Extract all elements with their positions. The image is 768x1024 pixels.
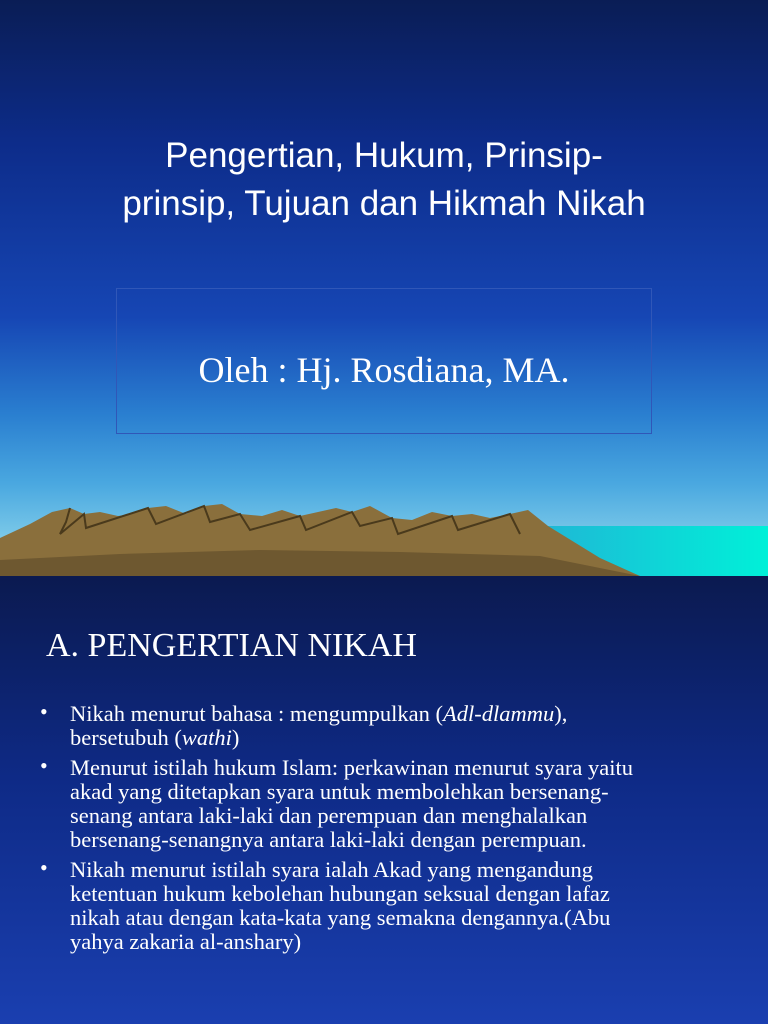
bullet-line: Nikah menurut istilah syara ialah Akad yang mengandung [70, 857, 593, 882]
bullet-line: akad yang ditetapkan syara untuk membolehkan bersenang- [70, 779, 609, 804]
section-heading: A. PENGERTIAN NIKAH [46, 627, 417, 664]
mountain-landscape-illustration [0, 500, 768, 576]
text-run: Nikah menurut bahasa : mengumpulkan ( [70, 701, 444, 726]
list-item [40, 753, 740, 852]
slide-title-line: prinsip, Tujuan dan Hikmah Nikah [122, 184, 646, 223]
slide-title [0, 132, 768, 228]
bullet-line: senang antara laki-laki dan perempuan dan menghalalkan [70, 803, 588, 828]
text-run: ), [554, 701, 568, 726]
italic-term: Adl-dlammu [443, 701, 555, 726]
bullet-line [70, 702, 740, 726]
bullet-line: nikah atau dengan kata-kata yang semakna dengannya.(Abu [70, 905, 611, 930]
content-slide [0, 576, 768, 1024]
author-text: Oleh : Hj. Rosdiana, MA. [198, 350, 570, 390]
bullet-icon: • [40, 699, 48, 724]
list-item [40, 855, 740, 954]
bullet-line: yahya zakaria al-anshary) [70, 929, 302, 954]
slide-title-line: Pengertian, Hukum, Prinsip- [165, 136, 603, 175]
text-run: ) [231, 725, 240, 750]
list-item [40, 699, 740, 750]
bullet-icon: • [40, 855, 48, 880]
bullet-icon: • [40, 753, 48, 778]
bullet-line: bersenang-senangnya antara laki-laki dengan perempuan. [70, 827, 587, 852]
bullet-list [40, 699, 740, 954]
italic-term: wathi [181, 725, 232, 750]
bullet-line: Menurut istilah hukum Islam: perkawinan menurut syara yaitu [70, 755, 633, 780]
bullet-line [70, 726, 740, 750]
text-run: bersetubuh ( [70, 725, 182, 750]
bullet-line: ketentuan hukum kebolehan hubungan seksual dengan lafaz [70, 881, 610, 906]
